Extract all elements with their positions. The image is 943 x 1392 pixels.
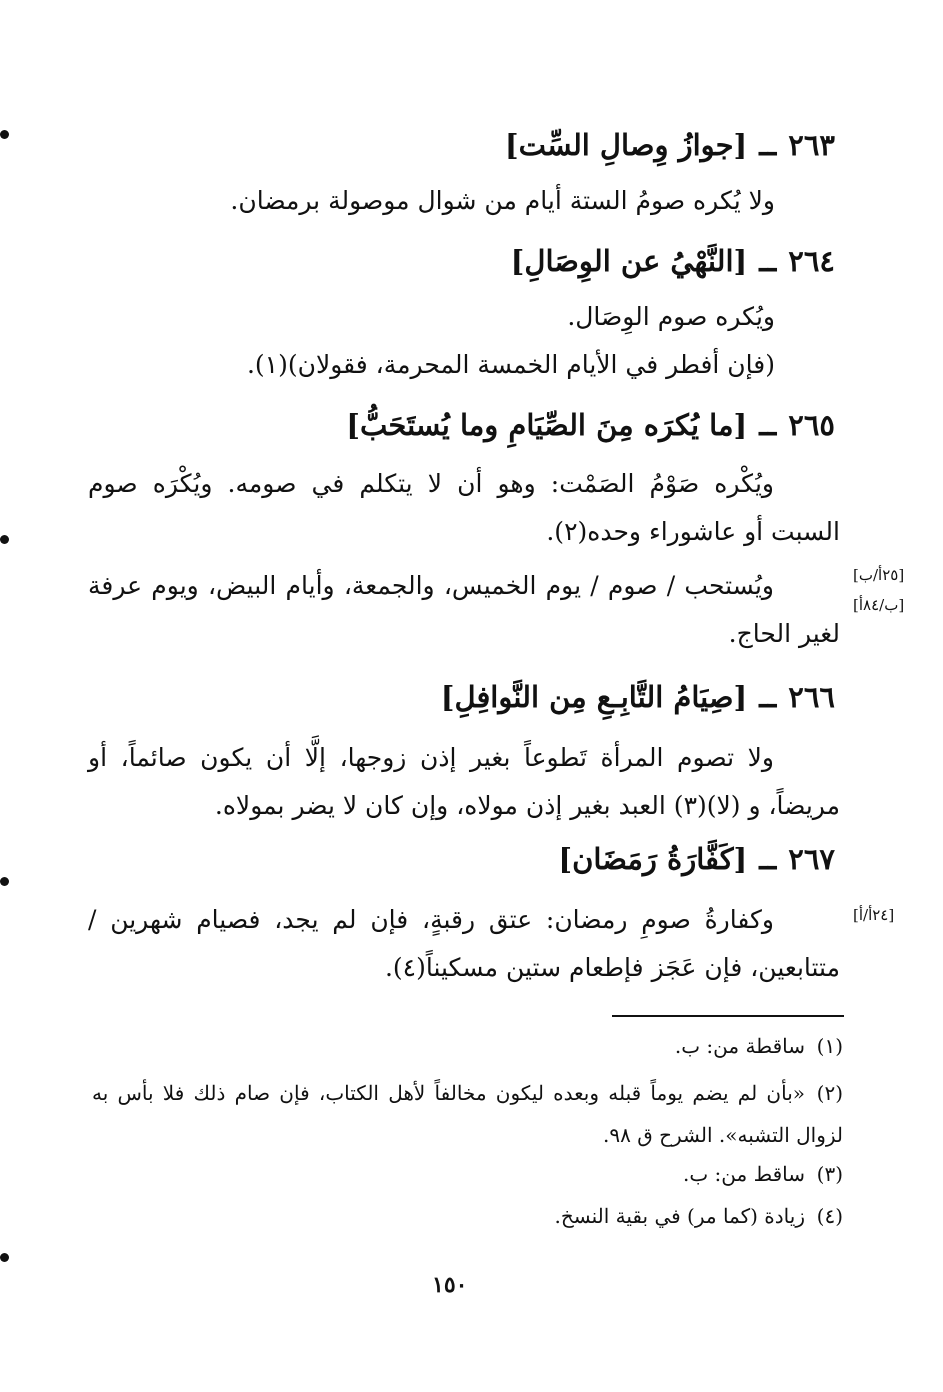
paragraph: ولا يُكره صومُ الستة أيام من شوال موصولة برمضان. — [230, 186, 775, 215]
footnote — [92, 1072, 843, 1156]
scan-edge-mark — [0, 1253, 9, 1262]
section-heading-267 — [558, 842, 835, 876]
section-dash: ــ — [759, 408, 777, 442]
section-dash: ــ — [759, 244, 777, 278]
section-number: ٢٦٣ — [788, 128, 835, 162]
footnote-number: (٣) — [816, 1162, 843, 1186]
section-heading-263 — [505, 128, 835, 162]
footnote-divider — [612, 1015, 844, 1017]
footnote-number: (٤) — [816, 1204, 843, 1228]
section-title: [ما يُكرَه مِنَ الصِّيَامِ وما يُستَحَبُّ] — [346, 408, 748, 442]
margin-note: [ب/٨٤أ] — [853, 596, 905, 614]
section-dash: ــ — [759, 842, 777, 876]
paragraph: ولا تصوم المرأة تَطوعاً بغير إذن زوجها، إلَّا أن يكون صائماً، أو مريضاً، و (لا)(٣) العبد بغير إذن مولاه، وإن كان لا يضر بمولاه. — [88, 743, 840, 820]
scan-edge-mark — [0, 877, 9, 886]
footnote — [675, 1034, 843, 1058]
footnote-number: (١) — [816, 1034, 843, 1058]
section-number: ٢٦٥ — [788, 408, 835, 442]
section-heading-266 — [441, 680, 835, 714]
paragraph-block — [88, 734, 840, 830]
section-dash: ــ — [759, 128, 777, 162]
section-title: [النَّهْيُ عن الوِصَالِ] — [510, 244, 748, 278]
paragraph: ويُكره صوم الوِصَال. — [567, 302, 775, 331]
page-number: ١٥٠ — [432, 1272, 468, 1298]
section-title: [جوازُ وِصالِ السِّت] — [504, 128, 748, 162]
section-title: [كَفَّارَةُ رَمَضَان] — [558, 842, 748, 876]
footnote-text: ساقطة من: ب. — [674, 1034, 805, 1058]
section-number: ٢٦٧ — [788, 842, 835, 876]
section-number: ٢٦٤ — [788, 244, 835, 278]
footnote — [555, 1204, 844, 1228]
scan-edge-mark — [0, 130, 9, 139]
margin-note: [٢٤أ/أ] — [853, 906, 895, 924]
paragraph-block — [88, 460, 840, 556]
margin-note: [٢٥أ/ب] — [853, 566, 905, 584]
footnote-text: «بأن لم يضم يوماً قبله وبعده ليكون مخالفاً لأهل الكتاب، فإن صام ذلك فلا بأس به لزوال التشبه». الشرح ق ٩٨. — [92, 1081, 843, 1147]
section-number: ٢٦٦ — [788, 680, 835, 714]
footnote-number: (٢) — [816, 1081, 843, 1105]
footnote-text: زيادة (كما مر) في بقية النسخ. — [554, 1204, 805, 1228]
footnote-text: ساقط من: ب. — [683, 1162, 805, 1186]
paragraph: ويُكْره صَوْمُ الصَمْت: وهو أن لا يتكلم في صومه. ويُكْرَه صوم السبت أو عاشوراء وحده(٢). — [88, 469, 840, 546]
scan-edge-mark — [0, 535, 9, 544]
paragraph: (فإن أفطر في الأيام الخمسة المحرمة، فقولان)(١). — [246, 350, 775, 379]
section-heading-265 — [346, 408, 835, 442]
paragraph: ويُستحب / صوم / يوم الخميس، والجمعة، وأيام البيض، ويوم عرفة لغير الحاج. — [88, 571, 840, 648]
section-title: [صِيَامُ التَّابِـعِ مِن النَّوافِلِ] — [440, 680, 748, 714]
paragraph-block — [88, 896, 840, 992]
paragraph: وكفارةُ صومِ رمضان: عتق رقبةٍ، فإن لم يجد، فصيام شهرين / متتابعين، فإن عَجَز فإطعام ستين مسكيناً(٤). — [88, 905, 840, 982]
section-heading-264 — [511, 244, 835, 278]
footnote — [683, 1162, 843, 1186]
paragraph-block — [88, 562, 840, 658]
section-dash: ــ — [759, 680, 777, 714]
